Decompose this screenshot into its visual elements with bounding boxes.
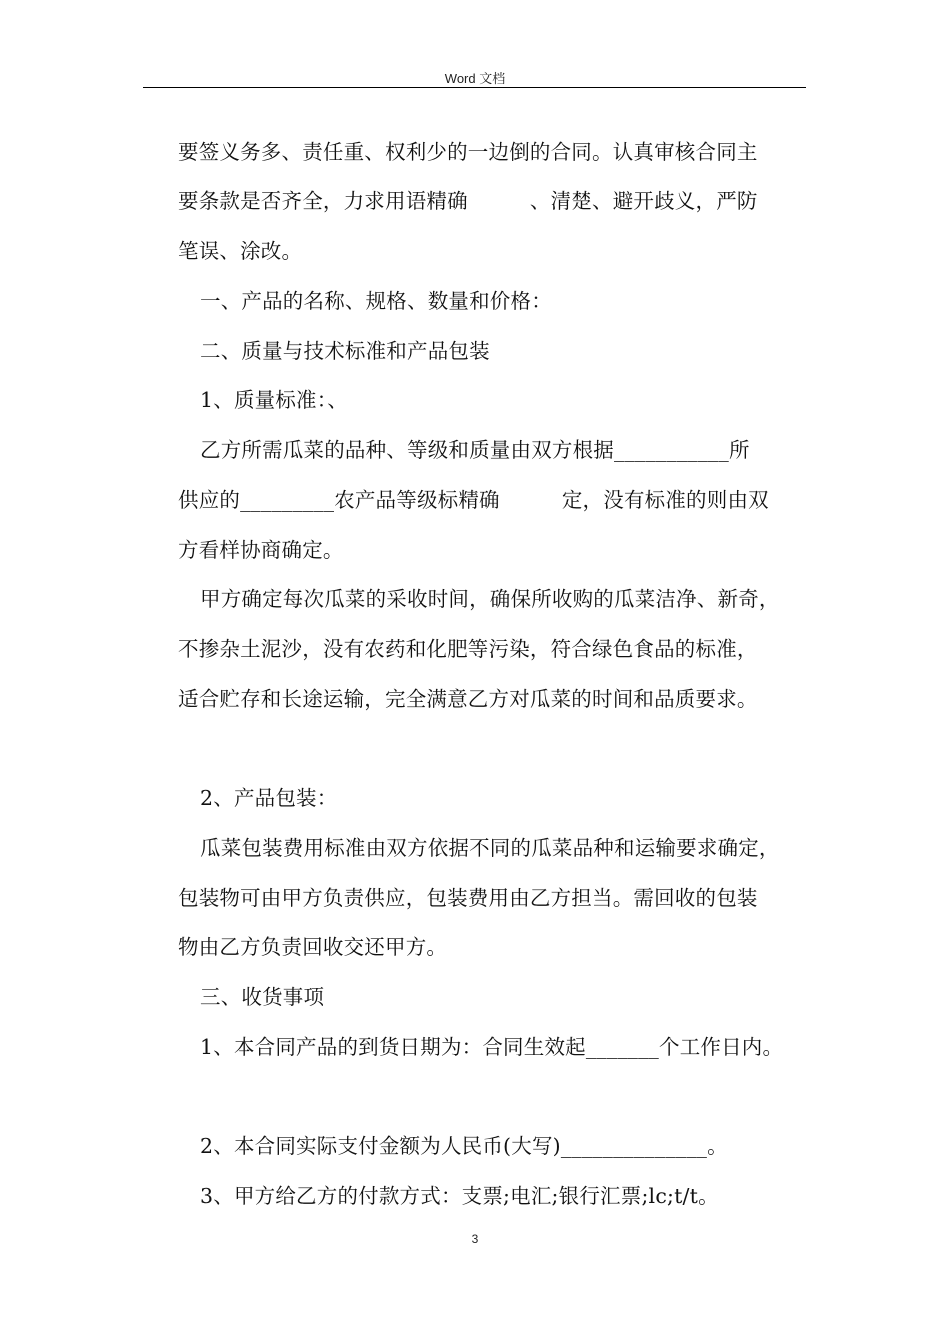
page-header: Word 文档 [444,71,506,86]
paragraph-line: 方看样协商确定。 [178,538,344,562]
subsection-heading: 2、产品包装： [200,786,338,810]
paragraph-line: 3、甲方给乙方的付款方式：支票;电汇;银行汇票;lc;t/t。 [200,1184,719,1208]
paragraph-line: 瓜菜包装费用标准由双方依据不同的瓜菜品种和运输要求确定， [200,836,780,860]
paragraph-line: 乙方所需瓜菜的品种、等级和质量由双方根据___________所 [200,438,750,462]
paragraph-line: 供应的_________农产品等级标精确 定，没有标准的则由双 [178,488,769,512]
paragraph-line: 物由乙方负责回收交还甲方。 [178,935,448,959]
paragraph-line: 要条款是否齐全，力求用语精确 、清楚、避开歧义，严防 [178,189,758,213]
section-heading: 二、质量与技术标准和产品包装 [200,339,490,363]
paragraph-line: 甲方确定每次瓜菜的采收时间，确保所收购的瓜菜洁净、新奇， [200,587,780,611]
paragraph-line: 不掺杂土泥沙，没有农药和化肥等污染，符合绿色食品的标准， [178,637,758,661]
paragraph-line: 包装物可由甲方负责供应，包装费用由乙方担当。需回收的包装 [178,886,758,910]
section-heading: 一、产品的名称、规格、数量和价格： [200,289,552,313]
paragraph-line: 笔误、涂改。 [178,239,303,263]
header-divider [143,87,806,88]
paragraph-line: 1、本合同产品的到货日期为：合同生效起_______个工作日内。 [200,1035,784,1059]
page-number: 3 [471,1232,479,1246]
paragraph-line: 要签义务多、责任重、权利少的一边倒的合同。认真审核合同主 [178,140,758,164]
paragraph-line: 适合贮存和长途运输，完全满意乙方对瓜菜的时间和品质要求。 [178,687,758,711]
section-heading: 三、收货事项 [200,985,325,1009]
paragraph-line: 2、本合同实际支付金额为人民币(大写)______________。 [200,1134,728,1158]
subsection-heading: 1、质量标准：、 [200,388,348,412]
